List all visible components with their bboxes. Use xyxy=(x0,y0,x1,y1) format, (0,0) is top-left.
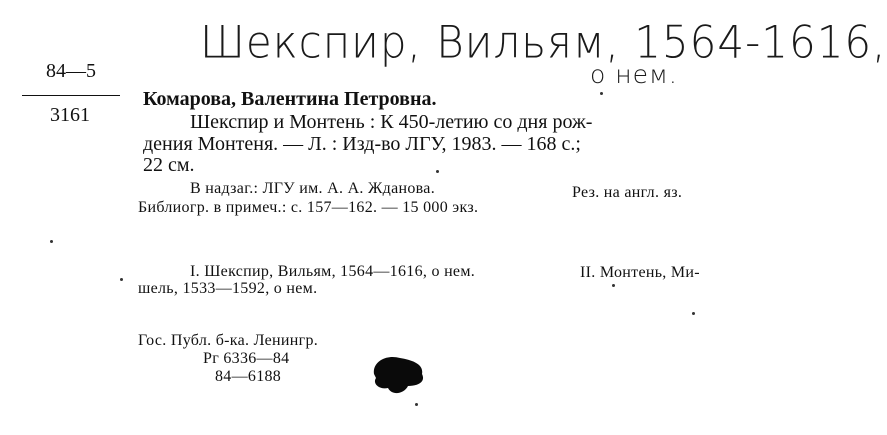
subject-entry-2: II. Монтень, Ми- xyxy=(580,264,700,281)
note-line-2: Библиогр. в примеч.: с. 157—162. — 15 000 экз. xyxy=(138,199,479,216)
title-line-2: дения Монтеня. — Л. : Изд-во ЛГУ, 1983. — 168 с.; xyxy=(143,133,581,155)
call-number-bottom: 3161 xyxy=(50,104,90,126)
note-summary-language: Рез. на англ. яз. xyxy=(572,184,683,201)
ink-speck xyxy=(415,403,418,406)
title-line-3: 22 см. xyxy=(143,154,195,176)
handwritten-subheading: о нем. xyxy=(590,60,678,89)
handwritten-heading: Шекспир, Вильям, 1564-1616, xyxy=(200,16,887,69)
subject-entry-1: I. Шекспир, Вильям, 1564—1616, о нем. xyxy=(190,263,476,280)
library-register-number: Рг 6336—84 xyxy=(203,350,290,367)
call-number-divider xyxy=(22,95,120,96)
ink-speck xyxy=(692,312,695,315)
author-heading: Комарова, Валентина Петровна. xyxy=(143,88,437,110)
subject-entry-2-cont: шель, 1533—1592, о нем. xyxy=(138,280,318,297)
ink-speck xyxy=(50,240,53,243)
ink-speck xyxy=(120,278,123,281)
call-number-top: 84—5 xyxy=(46,60,96,82)
ink-blot xyxy=(368,352,428,398)
note-line-1: В надзаг.: ЛГУ им. А. А. Жданова. xyxy=(190,180,436,197)
title-line-1: Шекспир и Монтень : К 450-летию со дня рож- xyxy=(190,111,593,133)
library-name: Гос. Публ. б-ка. Ленингр. xyxy=(138,332,319,349)
library-card-number: 84—6188 xyxy=(215,368,282,385)
ink-speck xyxy=(600,92,603,95)
ink-speck xyxy=(612,284,615,287)
ink-speck xyxy=(436,170,439,173)
